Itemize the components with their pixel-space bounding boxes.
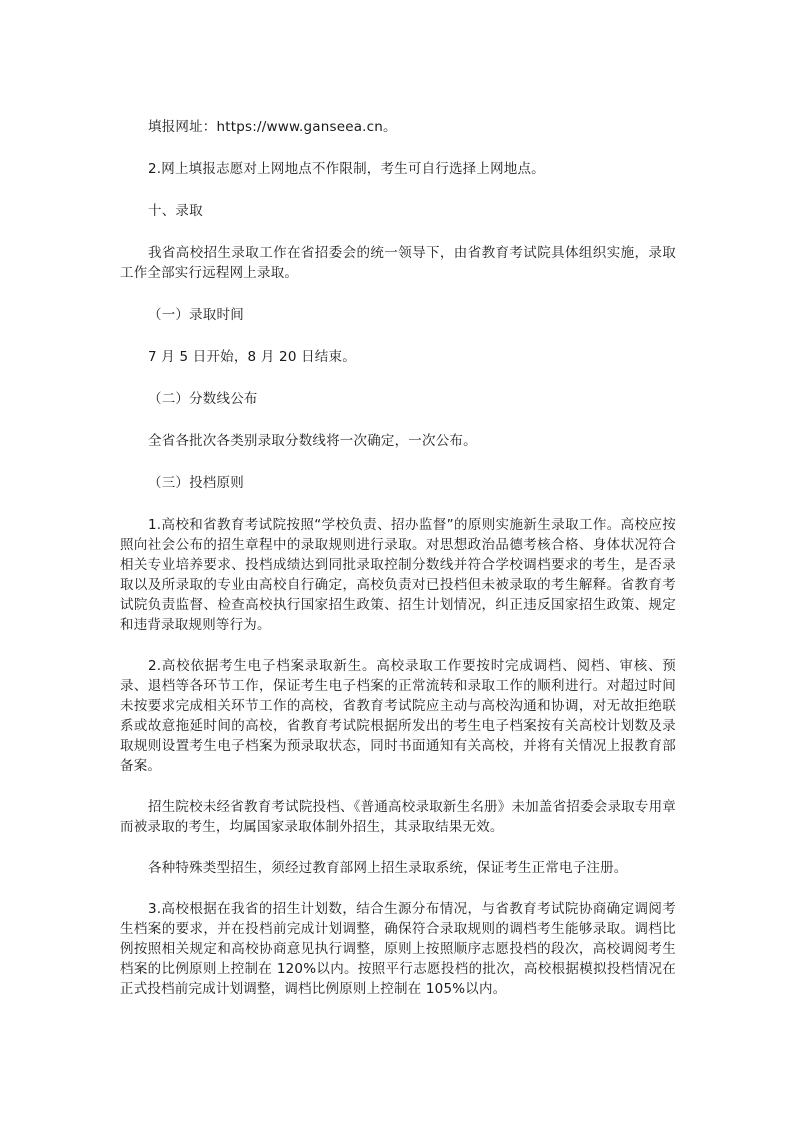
document-page xyxy=(120,117,676,999)
subheading-score-lines: （二）分数线公布 xyxy=(148,391,258,407)
paragraph-special-admission: 各种特殊类型招生，须经过教育部网上招生录取系统，保证考生正常电子注册。 xyxy=(148,860,628,876)
paragraph-principle-2: 2.高校依据考生电子档案录取新生。高校录取工作要按时完成调档、阅档、审核、预录、退档等各环节工作，保证考生电子档案的正常流转和录取工作的顺利进行。对超过时间未按要求完成相关环节工作的高校，省教育考试院应主动与高校沟通和协调，对无故拒绝联系或故意拖延时间的高校，省教育考试院根据所发出的考生电子档案按有关高校计划数及录取规则设置考生电子档案为预录取状态，同时书面通知有关高校，并将有关情况上报教育部备案。 xyxy=(120,658,676,774)
subheading-filing-principles: （三）投档原则 xyxy=(148,475,244,491)
subheading-admission-time: （一）录取时间 xyxy=(148,307,244,323)
paragraph-admission-dates: 7 月 5 日开始，8 月 20 日结束。 xyxy=(148,349,356,365)
paragraph-admission-intro: 我省高校招生录取工作在省招委会的统一领导下，由省教育考试院具体组织实施，录取工作全部实行远程网上录取。 xyxy=(120,245,676,281)
paragraph-score-lines: 全省各批次各类别录取分数线将一次确定，一次公布。 xyxy=(148,433,477,449)
section-heading-admission: 十、录取 xyxy=(148,203,203,219)
paragraph-location-note: 2.网上填报志愿对上网地点不作限制，考生可自行选择上网地点。 xyxy=(148,161,545,177)
paragraph-website: 填报网址：https://www.ganseea.cn。 xyxy=(148,119,397,135)
paragraph-principle-3: 3.高校根据在我省的招生计划数，结合生源分布情况，与省教育考试院协商确定调阅考生档案的要求，并在投档前完成计划调整，确保符合录取规则的调档考生能够录取。调档比例按照相关规定和高校协商意见执行调整，原则上按照顺序志愿投档的段次，高校调阅考生档案的比例原则上控制在 120%以内。按照平行志愿投档的批次，高校根据模拟投档情况在正式投档前完成计划调整，调档比例原则上控制在 105%以内。 xyxy=(120,901,676,997)
paragraph-unauthorized-admission: 招生院校未经省教育考试院投档、《普通高校录取新生名册》未加盖省招委会录取专用章而被录取的考生，均属国家录取体制外招生，其录取结果无效。 xyxy=(120,799,676,835)
paragraph-principle-1: 1.高校和省教育考试院按照“学校负责、招办监督”的原则实施新生录取工作。高校应按照向社会公布的招生章程中的录取规则进行录取。对思想政治品德考核合格、身体状况符合相关专业培养要求、投档成绩达到同批录取控制分数线并符合学校调档要求的考生，是否录取以及所录取的专业由高校自行确定，高校负责对已投档但未被录取的考生解释。省教育考试院负责监督、检查高校执行国家招生政策、招生计划情况，纠正违反国家招生政策、规定和违背录取规则等行为。 xyxy=(120,517,676,633)
